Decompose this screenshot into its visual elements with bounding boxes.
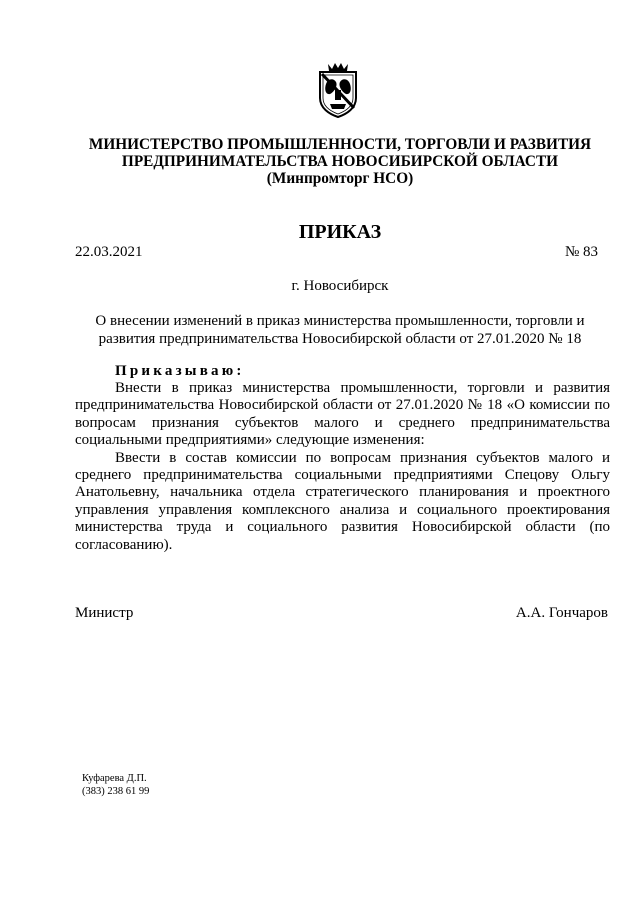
coat-of-arms-icon xyxy=(314,60,362,118)
org-line: (Минпромторг НСО) xyxy=(266,170,414,187)
body-paragraph: Ввести в состав комиссии по вопросам признания субъектов малого и среднего предпринимательства социальными предприятиями Спецову Ольгу Анатольевну, начальника отдела стратегического планирования и проектного управления управления комплексного анализа и социального проектирования министерства труда и социального развития Новосибирской области (по согласованию). xyxy=(75,449,610,553)
contact-info xyxy=(82,772,149,798)
orders-heading: Приказываю: xyxy=(115,363,245,379)
contact-phone: (383) 238 61 99 xyxy=(82,786,150,797)
document-title: ПРИКАЗ xyxy=(298,221,382,243)
signatory-position: Министр xyxy=(75,605,134,621)
body-paragraph: Внести в приказ министерства промышленности, торговли и развития предпринимательства Новосибирской области от 27.01.2020 № 18 «О комиссии по вопросам признания субъектов малого и среднего предпринимательства социальными предприятиями» следующие изменения: xyxy=(75,380,610,449)
subject-line: О внесении изменений в приказ министерства промышленности, торговли и xyxy=(95,313,585,329)
org-line: ПРЕДПРИНИМАТЕЛЬСТВА НОВОСИБИРСКОЙ ОБЛАСТИ xyxy=(121,153,559,170)
org-line: МИНИСТЕРСТВО ПРОМЫШЛЕННОСТИ, ТОРГОВЛИ И РАЗВИТИЯ xyxy=(88,136,592,153)
signatory-name: А.А. Гончаров xyxy=(515,605,608,621)
subject-line: развития предпринимательства Новосибирской области от 27.01.2020 № 18 xyxy=(98,330,582,347)
document-number: № 83 xyxy=(564,244,598,260)
contact-name: Куфарева Д.П. xyxy=(82,773,147,784)
document-body xyxy=(75,380,610,554)
organization-name xyxy=(60,136,620,187)
document-city: г. Новосибирск xyxy=(291,278,389,294)
document-subject xyxy=(60,313,620,348)
document-date: 22.03.2021 xyxy=(75,244,143,260)
